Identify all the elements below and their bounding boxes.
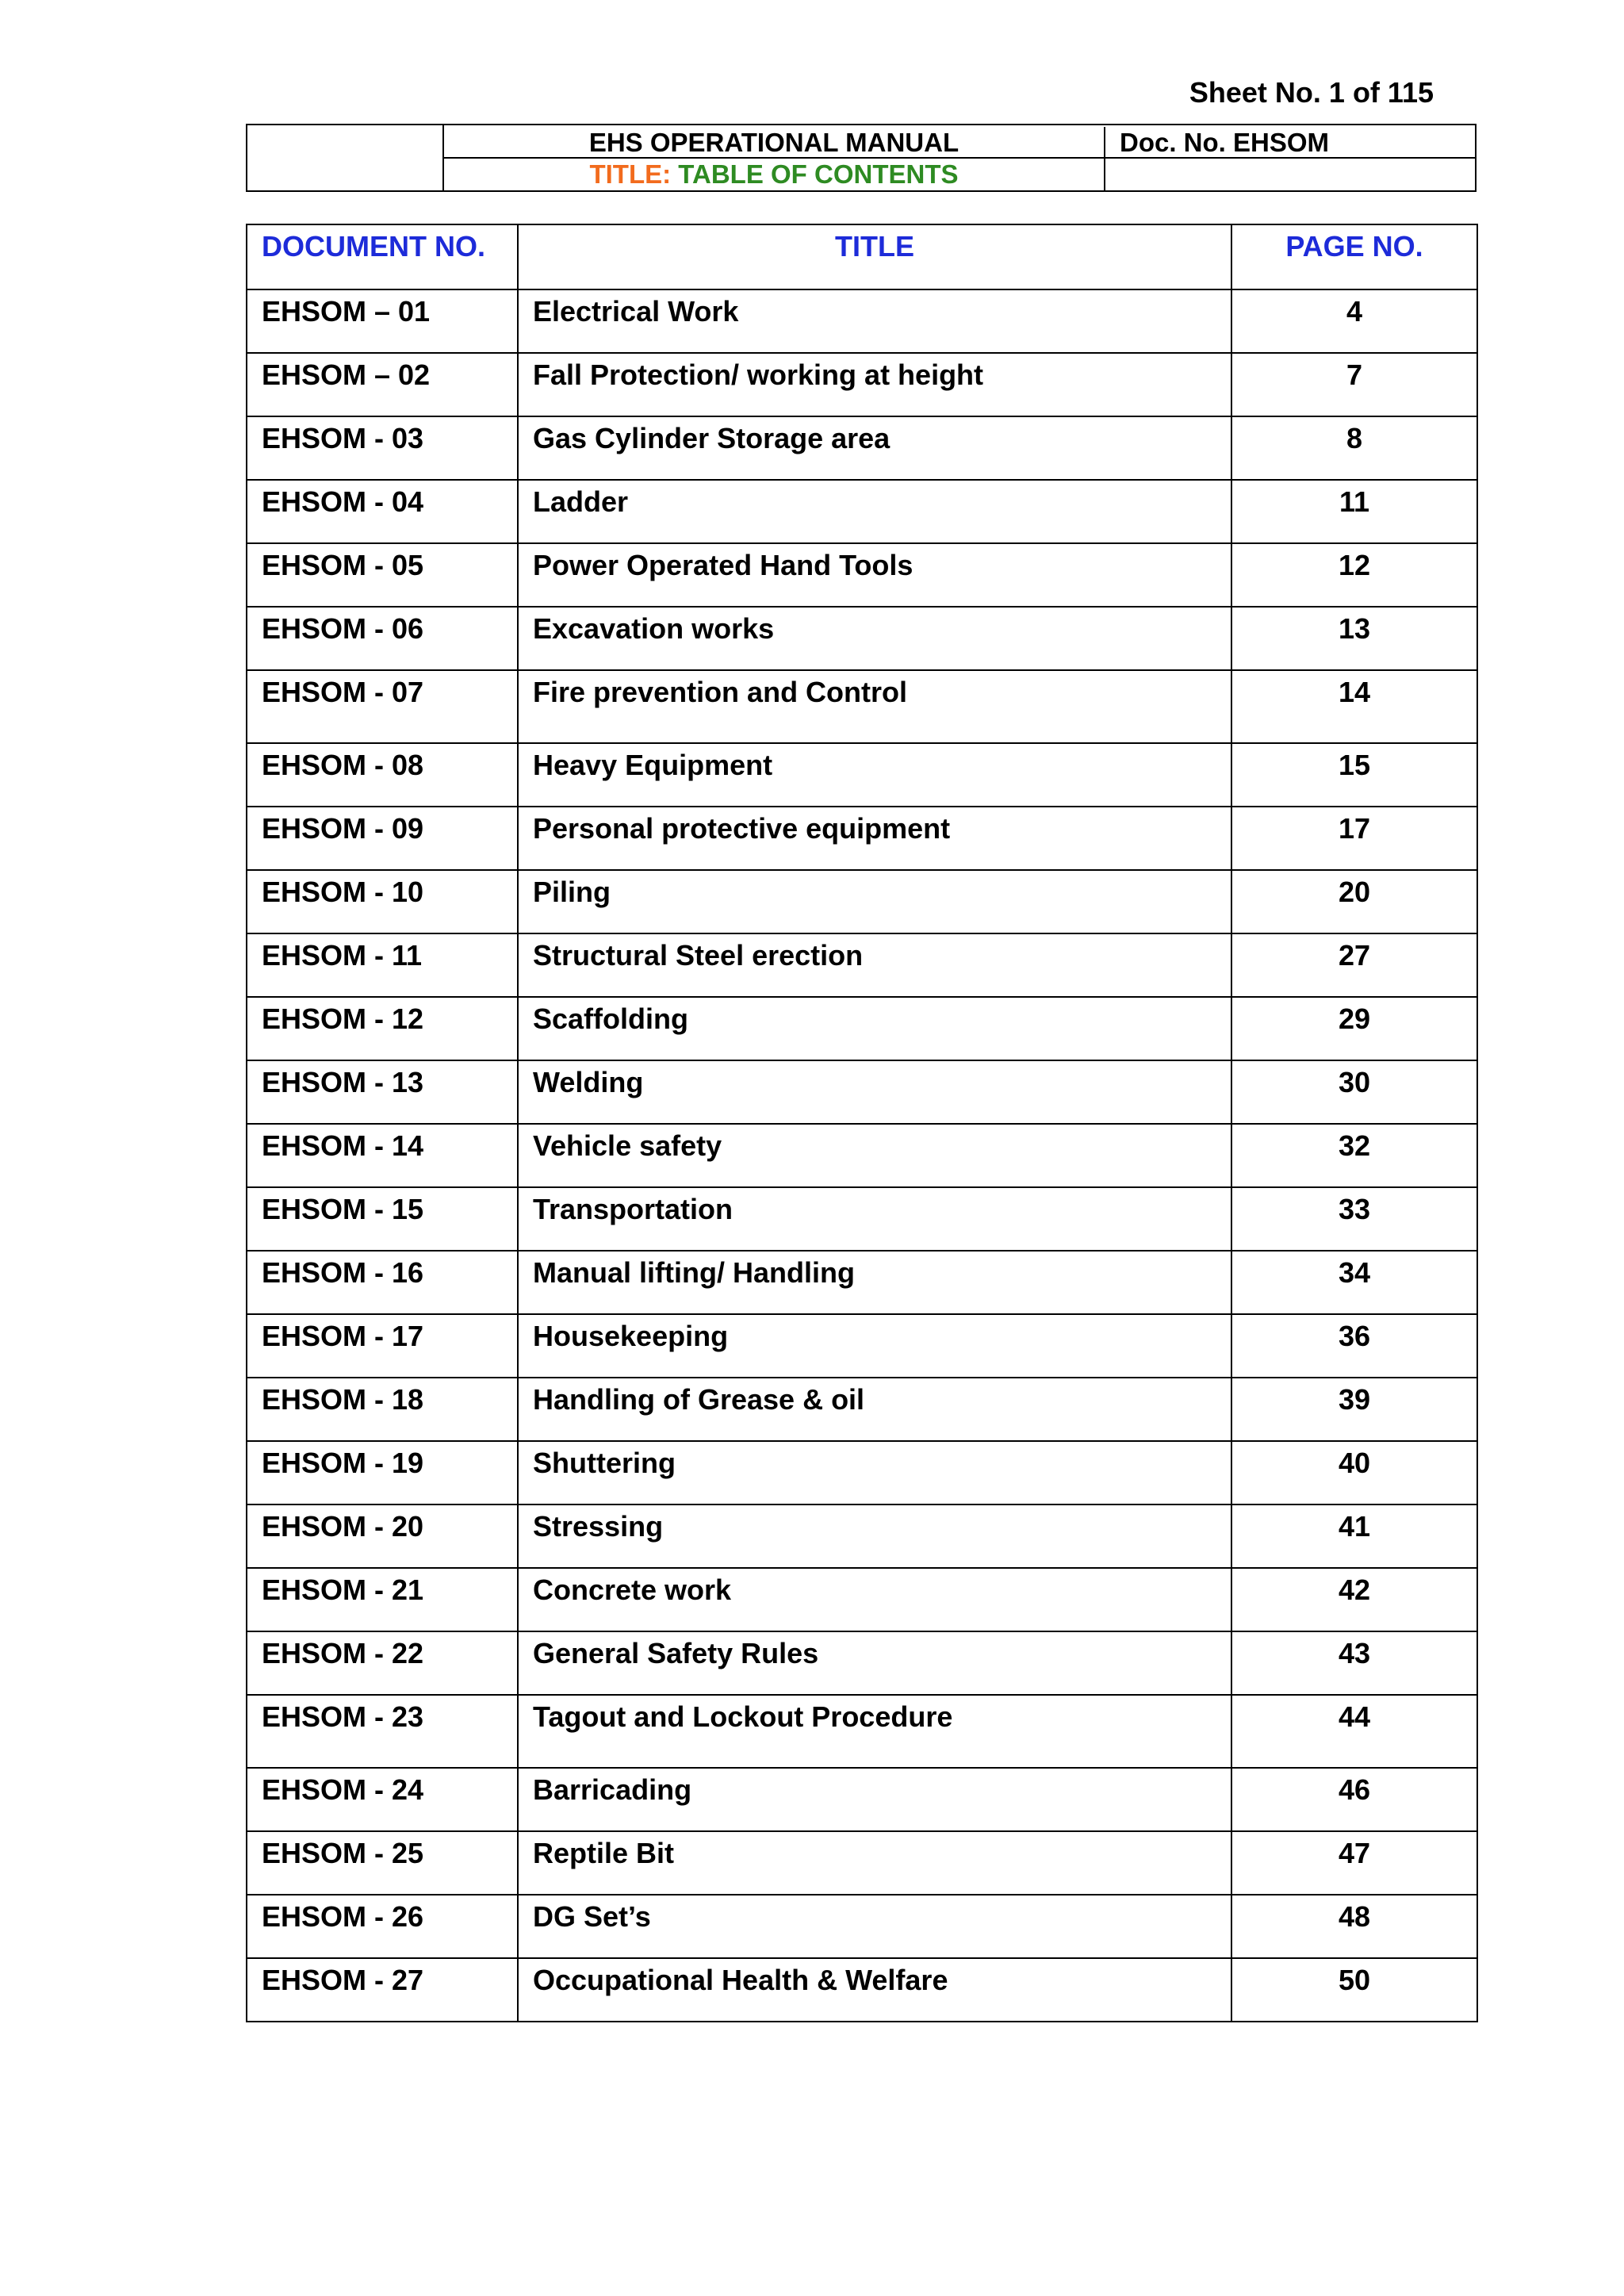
toc-body — [247, 289, 1477, 2022]
page-number-cell: 32 — [1231, 1124, 1477, 1187]
page-number-cell: 15 — [1231, 743, 1477, 807]
page-number-cell: 39 — [1231, 1378, 1477, 1441]
table-row — [247, 807, 1477, 870]
table-row — [247, 1441, 1477, 1504]
table-row — [247, 1768, 1477, 1831]
page-number-cell: 42 — [1231, 1568, 1477, 1631]
document-number-cell: EHSOM - 18 — [247, 1378, 518, 1441]
title-cell: Piling — [518, 870, 1231, 933]
title-cell: Tagout and Lockout Procedure — [518, 1695, 1231, 1768]
title-cell: Fall Protection/ working at height — [518, 353, 1231, 416]
title-cell: Handling of Grease & oil — [518, 1378, 1231, 1441]
page-number-cell: 41 — [1231, 1504, 1477, 1568]
page-number-cell: 12 — [1231, 543, 1477, 607]
page-number-cell: 43 — [1231, 1631, 1477, 1695]
table-row — [247, 416, 1477, 480]
document-number-cell: EHSOM - 08 — [247, 743, 518, 807]
title-cell: Manual lifting/ Handling — [518, 1251, 1231, 1314]
title-cell: Excavation works — [518, 607, 1231, 670]
table-row — [247, 997, 1477, 1060]
title-cell: General Safety Rules — [518, 1631, 1231, 1695]
document-number-cell: EHSOM - 03 — [247, 416, 518, 480]
page-number-cell: 17 — [1231, 807, 1477, 870]
document-header — [246, 124, 1477, 192]
sheet-number: Sheet No. 1 of 115 — [1189, 76, 1434, 109]
table-row — [247, 289, 1477, 353]
table-row — [247, 1124, 1477, 1187]
page-number-cell: 27 — [1231, 933, 1477, 997]
document-number-cell: EHSOM - 11 — [247, 933, 518, 997]
title-cell: Fire prevention and Control — [518, 670, 1231, 743]
page-number-cell: 44 — [1231, 1695, 1477, 1768]
document-number-cell: EHSOM - 25 — [247, 1831, 518, 1895]
title-cell: Transportation — [518, 1187, 1231, 1251]
document-number-cell: EHSOM – 01 — [247, 289, 518, 353]
title-cell: Scaffolding — [518, 997, 1231, 1060]
table-row — [247, 743, 1477, 807]
table-row — [247, 870, 1477, 933]
document-number-cell: EHSOM - 09 — [247, 807, 518, 870]
table-row — [247, 1831, 1477, 1895]
header-empty-cell — [1105, 159, 1475, 190]
table-row — [247, 353, 1477, 416]
document-number-cell: EHSOM - 15 — [247, 1187, 518, 1251]
page-number-cell: 29 — [1231, 997, 1477, 1060]
table-row — [247, 543, 1477, 607]
table-row — [247, 670, 1477, 743]
title-cell: Personal protective equipment — [518, 807, 1231, 870]
table-row — [247, 933, 1477, 997]
column-header-title: TITLE — [518, 224, 1231, 289]
page-number-cell: 8 — [1231, 416, 1477, 480]
title-label: TITLE — [589, 159, 663, 189]
table-row — [247, 607, 1477, 670]
table-row — [247, 1187, 1477, 1251]
column-header-page-no: PAGE NO. — [1231, 224, 1477, 289]
document-number-cell: EHSOM - 24 — [247, 1768, 518, 1831]
page-number-cell: 34 — [1231, 1251, 1477, 1314]
page-number-cell: 47 — [1231, 1831, 1477, 1895]
title-cell: Heavy Equipment — [518, 743, 1231, 807]
document-number-cell: EHSOM - 05 — [247, 543, 518, 607]
title-cell: Concrete work — [518, 1568, 1231, 1631]
document-number-cell: EHSOM - 12 — [247, 997, 518, 1060]
title-cell: Structural Steel erection — [518, 933, 1231, 997]
page-number-cell: 40 — [1231, 1441, 1477, 1504]
title-cell: Vehicle safety — [518, 1124, 1231, 1187]
table-row — [247, 1695, 1477, 1768]
document-number-cell: EHSOM - 17 — [247, 1314, 518, 1378]
document-number-cell: EHSOM - 04 — [247, 480, 518, 543]
document-number-cell: EHSOM - 23 — [247, 1695, 518, 1768]
document-number-cell: EHSOM - 16 — [247, 1251, 518, 1314]
table-row — [247, 1314, 1477, 1378]
document-number-cell: EHSOM - 07 — [247, 670, 518, 743]
document-number-cell: EHSOM - 14 — [247, 1124, 518, 1187]
column-header-document-no: DOCUMENT NO. — [247, 224, 518, 289]
table-row — [247, 1060, 1477, 1124]
document-number-cell: EHSOM – 02 — [247, 353, 518, 416]
document-number-cell: EHSOM - 19 — [247, 1441, 518, 1504]
title-cell: Power Operated Hand Tools — [518, 543, 1231, 607]
document-number-cell: EHSOM - 26 — [247, 1895, 518, 1958]
table-row — [247, 1895, 1477, 1958]
page-number-cell: 4 — [1231, 289, 1477, 353]
manual-title: EHS OPERATIONAL MANUAL — [444, 127, 1105, 159]
title-cell: Barricading — [518, 1768, 1231, 1831]
document-number-cell: EHSOM - 27 — [247, 1958, 518, 2022]
page-number-cell: 20 — [1231, 870, 1477, 933]
page-number-cell: 50 — [1231, 1958, 1477, 2022]
title-value: TABLE OF CONTENTS — [671, 159, 959, 189]
document-number-cell: EHSOM - 13 — [247, 1060, 518, 1124]
page-number-cell: 7 — [1231, 353, 1477, 416]
title-colon: : — [662, 159, 672, 189]
page-number-cell: 14 — [1231, 670, 1477, 743]
table-row — [247, 1251, 1477, 1314]
table-row — [247, 1504, 1477, 1568]
table-of-contents — [246, 224, 1478, 2022]
title-cell: Stressing — [518, 1504, 1231, 1568]
logo-cell — [247, 125, 444, 190]
title-cell: Occupational Health & Welfare — [518, 1958, 1231, 2022]
table-row — [247, 480, 1477, 543]
document-number-cell: EHSOM - 06 — [247, 607, 518, 670]
table-row — [247, 1378, 1477, 1441]
title-cell: Housekeeping — [518, 1314, 1231, 1378]
page-number-cell: 13 — [1231, 607, 1477, 670]
page-number-cell: 46 — [1231, 1768, 1477, 1831]
title-cell: Ladder — [518, 480, 1231, 543]
document-number-cell: EHSOM - 21 — [247, 1568, 518, 1631]
page-number-cell: 48 — [1231, 1895, 1477, 1958]
title-cell: Reptile Bit — [518, 1831, 1231, 1895]
document-number-cell: EHSOM - 20 — [247, 1504, 518, 1568]
page-number-cell: 33 — [1231, 1187, 1477, 1251]
document-number-cell: EHSOM - 10 — [247, 870, 518, 933]
title-cell: Gas Cylinder Storage area — [518, 416, 1231, 480]
title-cell: Welding — [518, 1060, 1231, 1124]
header-title — [444, 159, 1105, 190]
title-cell: Shuttering — [518, 1441, 1231, 1504]
table-row — [247, 1958, 1477, 2022]
page-number-cell: 30 — [1231, 1060, 1477, 1124]
doc-number: Doc. No. EHSOM — [1105, 127, 1475, 159]
table-row — [247, 1568, 1477, 1631]
title-cell: Electrical Work — [518, 289, 1231, 353]
document-number-cell: EHSOM - 22 — [247, 1631, 518, 1695]
page-number-cell: 36 — [1231, 1314, 1477, 1378]
table-row — [247, 1631, 1477, 1695]
title-cell: DG Set’s — [518, 1895, 1231, 1958]
page-number-cell: 11 — [1231, 480, 1477, 543]
